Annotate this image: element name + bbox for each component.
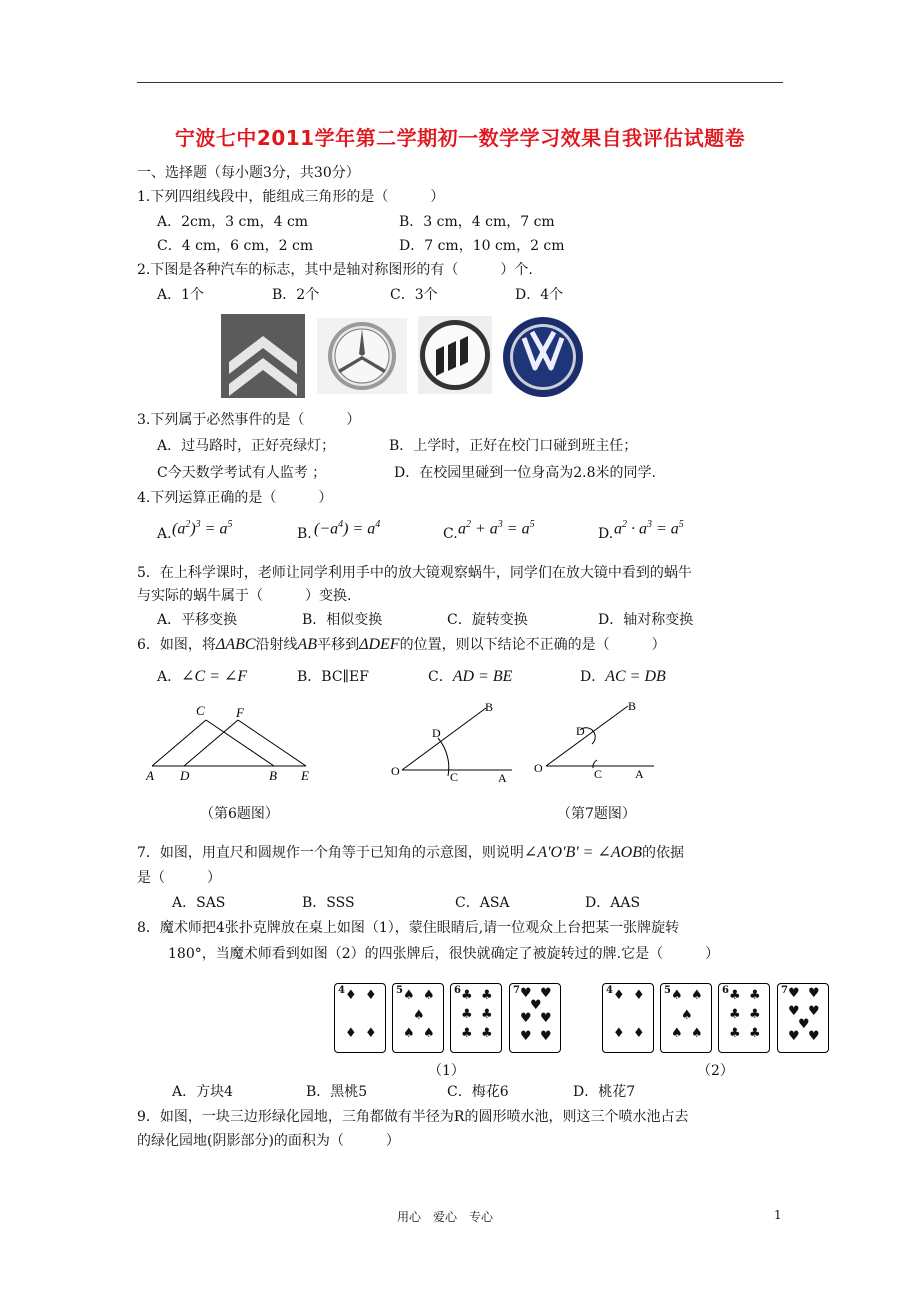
q8-option-c: C．梅花6 [447, 1084, 509, 1100]
q3-option-c: C今天数学考试有人监考 ； [157, 465, 327, 481]
q8-fig1-caption: （1） [428, 1063, 465, 1079]
q1-option-a: A．2cm，3 cm，4 cm [157, 214, 309, 230]
fig7-right-label-a: A [635, 767, 644, 781]
footer-motto: 用心 爱心 专心 [397, 1210, 494, 1224]
fig7-caption: （第7题图） [557, 806, 636, 822]
page-number: 1 [774, 1208, 782, 1222]
q5-option-d: D．轴对称变换 [598, 612, 694, 628]
fig6-label-e: E [301, 768, 309, 783]
citroen-logo [221, 314, 305, 398]
q4-option-d-formula: $a^2 \cdot a^3 = a^5$ [614, 519, 684, 538]
q2-option-a: A．1个 [157, 287, 205, 303]
q8-option-a: A．方块4 [172, 1084, 234, 1100]
fig6-label-b: B [269, 768, 277, 783]
figure-q6 [140, 700, 330, 790]
q5-option-b: B．相似变换 [302, 612, 383, 628]
q7-option-b: B．SSS [302, 895, 355, 911]
fig7-left-label-o: O [391, 764, 400, 778]
fig7-left-label-b: B [485, 700, 494, 714]
q6-stem: 6．如图，将ΔABC沿射线AB平移到ΔDEF的位置，则以下结论不正确的是（ ） [137, 636, 666, 653]
q4-option-a-formula: $(a^2)^3 = a^5$ [172, 519, 233, 538]
card-group2-diamond-4: 4 ♦ ♦ ♦ ♦ [602, 983, 654, 1053]
q8-option-b: B．黑桃5 [306, 1084, 368, 1100]
q4-option-c-label: C. [443, 526, 458, 542]
q2-option-d: D．4个 [515, 287, 564, 303]
fig7-left-label-a: A [498, 771, 507, 785]
card-group2-club-6: 6 ♣ ♣ ♣ ♣ ♣ ♣ [718, 983, 770, 1053]
q8-option-d: D．桃花7 [573, 1084, 636, 1100]
q5-stem-line2: 与实际的蜗牛属于（ ）变换. [137, 588, 352, 604]
card-group1-spade-5: 5 ♠ ♠ ♠ ♠ ♠ [392, 983, 444, 1053]
q7-stem: 7．如图，用直尺和圆规作一个角等于已知角的示意图，则说明∠A'O'B' = ∠AOB的依据 [137, 844, 684, 861]
page-title: 宁波七中2011学年第二学期初一数学学习效果自我评估试题卷 [174, 126, 746, 150]
section-heading: 一、选择题（每小题3分，共30分） [137, 165, 360, 181]
q7-stem-line2: 是（ ） [137, 870, 221, 886]
fig6-caption: （第6题图） [200, 806, 279, 822]
q6-option-c: C．AD = BE [428, 668, 513, 685]
q1-option-b: B．3 cm，4 cm，7 cm [399, 214, 555, 230]
fig7-left-label-d: D [432, 726, 441, 740]
fig6-label-c: C [196, 703, 205, 718]
fig7-right-label-c: C [594, 767, 603, 781]
q6-option-d: D．AC = DB [580, 668, 666, 685]
header-rule [137, 82, 783, 83]
q8-stem-line1: 8．魔术师把4张扑克牌放在桌上如图（1），蒙住眼睛后,请一位观众上台把某一张牌旋转 [137, 920, 680, 936]
q6-option-a: A．∠C = ∠F [157, 668, 248, 685]
q7-option-d: D．AAS [585, 895, 641, 911]
fig6-label-f: F [236, 705, 244, 720]
fig7-right-label-b: B [628, 699, 637, 713]
mercedes-logo [317, 318, 407, 394]
q4-option-b-formula: $(-a^4) = a^4$ [314, 519, 381, 538]
q7-option-a: A．SAS [172, 895, 226, 911]
card-group2-spade-5: 5 ♠ ♠ ♠ ♠ ♠ [660, 983, 712, 1053]
q6-option-b: B．BC∥EF [297, 669, 369, 685]
q8-stem-line2: 180°，当魔术师看到如图（2）的四张牌后，很快就确定了被旋转过的牌.它是（ ） [168, 946, 720, 962]
q8-fig2-caption: （2） [697, 1063, 734, 1079]
q4-stem: 4.下列运算正确的是（ ） [137, 490, 333, 506]
q1-stem: 1.下列四组线段中，能组成三角形的是（ ） [137, 189, 445, 205]
q3-stem: 3.下列属于必然事件的是（ ） [137, 412, 361, 428]
q5-stem-line1: 5．在上科学课时，老师让同学利用手中的放大镜观察蜗牛，同学们在放大镜中看到的蜗牛 [137, 565, 692, 581]
q5-option-c: C．旋转变换 [447, 612, 528, 628]
q4-option-d-label: D. [598, 526, 614, 542]
q4-option-c-formula: $a^2 + a^3 = a^5$ [458, 519, 535, 538]
q4-option-a-label: A. [157, 526, 172, 542]
q2-option-b: B．2个 [272, 287, 320, 303]
card-group1-club-6: 6 ♣ ♣ ♣ ♣ ♣ ♣ [450, 983, 502, 1053]
q9-stem-line2: 的绿化园地(阴影部分)的面积为（ ） [137, 1133, 400, 1149]
q2-option-c: C．3个 [390, 287, 438, 303]
q1-option-c: C．4 cm，6 cm，2 cm [157, 238, 314, 254]
q5-option-a: A．平移变换 [157, 612, 238, 628]
fig6-label-d: D [180, 768, 190, 783]
figure-q7-left [388, 700, 518, 790]
fig6-label-a: A [146, 768, 154, 783]
q3-option-b: B．上学时，正好在校门口碰到班主任； [389, 438, 638, 454]
volkswagen-logo [502, 316, 584, 398]
q4-option-b-label: B. [297, 526, 312, 542]
fig7-left-label-c: C [450, 770, 459, 784]
card-group1-diamond-4: 4 ♦ ♦ ♦ ♦ [334, 983, 386, 1053]
figure-q7-right [530, 696, 660, 786]
q7-option-c: C．ASA [455, 895, 510, 911]
q9-stem-line1: 9．如图，一块三边形绿化园地，三角都做有半径为R的圆形喷水池，则这三个喷水池占去 [137, 1109, 689, 1125]
q3-option-d: D．在校园里碰到一位身高为2.8米的同学. [394, 465, 656, 481]
q1-option-d: D．7 cm，10 cm，2 cm [399, 238, 565, 254]
fig7-right-label-o: O [534, 761, 543, 775]
card-group2-heart-7: 7 ♥ ♥ ♥ ♥ ♥ ♥ ♥ [777, 983, 829, 1053]
q3-option-a: A．过马路时，正好亮绿灯； [157, 438, 336, 454]
card-group1-heart-7: 7 ♥ ♥ ♥ ♥ ♥ ♥ ♥ [509, 983, 561, 1053]
buick-logo [418, 316, 492, 394]
q2-stem: 2.下图是各种汽车的标志，其中是轴对称图形的有（ ）个. [137, 262, 533, 278]
fig7-right-label-d: D [576, 724, 585, 738]
